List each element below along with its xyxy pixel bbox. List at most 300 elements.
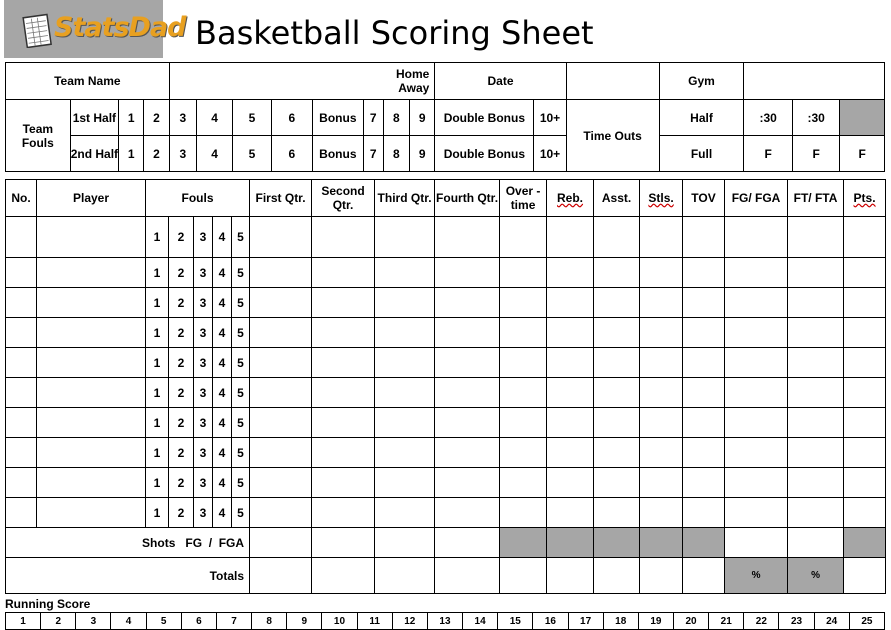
ft-fta-field[interactable] <box>788 468 844 498</box>
first-qtr-field[interactable] <box>250 318 312 348</box>
player-foul-box[interactable]: 3 <box>194 468 213 498</box>
shots-fourth-qtr[interactable] <box>435 528 500 558</box>
player-foul-box[interactable]: 5 <box>232 318 250 348</box>
col-first-qtr: First Qtr. <box>250 180 312 217</box>
second-qtr-field[interactable] <box>312 498 375 528</box>
fg-fga-field[interactable] <box>725 498 788 528</box>
running-score-box[interactable]: 23 <box>779 613 814 630</box>
player-number-field[interactable] <box>6 217 37 258</box>
stls-field[interactable] <box>640 378 683 408</box>
player-name-field[interactable] <box>37 258 146 288</box>
player-foul-box[interactable]: 5 <box>232 348 250 378</box>
running-score-box[interactable]: 11 <box>357 613 392 630</box>
tov-field[interactable] <box>683 288 725 318</box>
col-asst: Asst. <box>594 180 640 217</box>
running-score-box[interactable]: 9 <box>287 613 322 630</box>
team-foul-box[interactable]: 9 <box>410 100 435 136</box>
player-foul-box[interactable]: 3 <box>194 217 213 258</box>
total-fourth-qtr[interactable] <box>435 558 500 594</box>
running-score-box[interactable]: 5 <box>146 613 181 630</box>
team-foul-box[interactable]: 7 <box>363 100 383 136</box>
third-qtr-field[interactable] <box>375 468 435 498</box>
player-foul-box[interactable]: 4 <box>213 318 232 348</box>
player-number-field[interactable] <box>6 378 37 408</box>
player-foul-box[interactable]: 1 <box>146 438 169 468</box>
timeout-full-box[interactable]: F <box>744 136 792 172</box>
double-bonus-label: Double Bonus <box>435 100 534 136</box>
player-foul-box[interactable]: 2 <box>169 258 194 288</box>
running-score-box[interactable]: 7 <box>216 613 251 630</box>
running-score-box[interactable]: 6 <box>181 613 216 630</box>
stls-field[interactable] <box>640 318 683 348</box>
team-foul-box[interactable]: 7 <box>363 136 383 172</box>
tov-field[interactable] <box>683 348 725 378</box>
ft-fta-field[interactable] <box>788 318 844 348</box>
fourth-qtr-field[interactable] <box>435 258 500 288</box>
time-outs-label: Time Outs <box>566 100 659 172</box>
reb-field[interactable] <box>547 348 594 378</box>
total-stls[interactable] <box>640 558 683 594</box>
shaded-cell <box>683 528 725 558</box>
shaded-cell <box>500 528 547 558</box>
third-qtr-field[interactable] <box>375 217 435 258</box>
running-score-box[interactable]: 24 <box>814 613 849 630</box>
shots-ft-fta[interactable] <box>788 528 844 558</box>
reb-field[interactable] <box>547 217 594 258</box>
ft-fta-field[interactable] <box>788 408 844 438</box>
player-foul-box[interactable]: 5 <box>232 438 250 468</box>
shaded-cell <box>640 528 683 558</box>
team-foul-box[interactable]: 8 <box>383 136 409 172</box>
pts-field[interactable] <box>844 408 886 438</box>
ft-fta-field[interactable] <box>788 378 844 408</box>
first-qtr-field[interactable] <box>250 408 312 438</box>
player-number-field[interactable] <box>6 438 37 468</box>
statsdad-logo <box>4 0 186 58</box>
player-foul-box[interactable]: 3 <box>194 378 213 408</box>
tov-field[interactable] <box>683 408 725 438</box>
team-foul-box[interactable]: 1 <box>119 100 144 136</box>
col-ft-fta: FT/ FTA <box>788 180 844 217</box>
player-number-field[interactable] <box>6 468 37 498</box>
third-qtr-field[interactable] <box>375 288 435 318</box>
total-tov[interactable] <box>683 558 725 594</box>
overtime-field[interactable] <box>500 408 547 438</box>
player-foul-box[interactable]: 3 <box>194 288 213 318</box>
player-row <box>6 498 886 528</box>
team-foul-box[interactable]: 9 <box>410 136 435 172</box>
reb-field[interactable] <box>547 378 594 408</box>
player-foul-box[interactable]: 2 <box>169 498 194 528</box>
player-foul-box[interactable]: 4 <box>213 348 232 378</box>
pts-field[interactable] <box>844 498 886 528</box>
player-row <box>6 378 886 408</box>
team-foul-box[interactable]: 4 <box>196 136 232 172</box>
total-first-qtr[interactable] <box>250 558 312 594</box>
totals-label: Totals <box>6 558 250 594</box>
ten-plus-box[interactable]: 10+ <box>534 100 566 136</box>
pts-field[interactable] <box>844 348 886 378</box>
running-score-box[interactable]: 17 <box>568 613 603 630</box>
player-foul-box[interactable]: 4 <box>213 378 232 408</box>
player-name-field[interactable] <box>37 498 146 528</box>
third-qtr-field[interactable] <box>375 318 435 348</box>
player-row <box>6 258 886 288</box>
asst-field[interactable] <box>594 318 640 348</box>
player-name-field[interactable] <box>37 438 146 468</box>
ft-fta-field[interactable] <box>788 258 844 288</box>
player-foul-box[interactable]: 4 <box>213 468 232 498</box>
running-score-box[interactable]: 22 <box>744 613 779 630</box>
running-score-box[interactable]: 1 <box>6 613 41 630</box>
third-qtr-field[interactable] <box>375 378 435 408</box>
player-foul-box[interactable]: 2 <box>169 318 194 348</box>
third-qtr-field[interactable] <box>375 498 435 528</box>
first-qtr-field[interactable] <box>250 217 312 258</box>
stls-field[interactable] <box>640 348 683 378</box>
stls-label: Stls. <box>648 191 674 205</box>
player-number-field[interactable] <box>6 408 37 438</box>
team-foul-box[interactable]: 3 <box>169 100 196 136</box>
fourth-qtr-field[interactable] <box>435 408 500 438</box>
player-foul-box[interactable]: 2 <box>169 348 194 378</box>
player-row <box>6 318 886 348</box>
player-foul-box[interactable]: 1 <box>146 348 169 378</box>
reb-field[interactable] <box>547 468 594 498</box>
date-label: Date <box>435 63 566 100</box>
team-foul-box[interactable]: 6 <box>271 136 312 172</box>
shots-third-qtr[interactable] <box>375 528 435 558</box>
player-name-field[interactable] <box>37 348 146 378</box>
team-name-field[interactable] <box>169 63 435 100</box>
pts-field[interactable] <box>844 288 886 318</box>
ft-fta-field[interactable] <box>788 498 844 528</box>
ten-plus-box[interactable]: 10+ <box>534 136 566 172</box>
running-score-box[interactable]: 18 <box>603 613 638 630</box>
first-qtr-field[interactable] <box>250 378 312 408</box>
overtime-field[interactable] <box>500 468 547 498</box>
running-score-box[interactable]: 8 <box>252 613 287 630</box>
stls-field[interactable] <box>640 258 683 288</box>
player-foul-box[interactable]: 2 <box>169 438 194 468</box>
player-number-field[interactable] <box>6 498 37 528</box>
pts-field[interactable] <box>844 438 886 468</box>
fg-fga-field[interactable] <box>725 217 788 258</box>
fg-fga-field[interactable] <box>725 348 788 378</box>
fourth-qtr-field[interactable] <box>435 438 500 468</box>
player-foul-box[interactable]: 5 <box>232 408 250 438</box>
third-qtr-field[interactable] <box>375 258 435 288</box>
overtime-field[interactable] <box>500 288 547 318</box>
fourth-qtr-field[interactable] <box>435 498 500 528</box>
asst-field[interactable] <box>594 408 640 438</box>
asst-field[interactable] <box>594 288 640 318</box>
tov-field[interactable] <box>683 378 725 408</box>
reb-label: Reb. <box>557 191 584 205</box>
timeout-full-box[interactable]: F <box>792 136 839 172</box>
fg-fga-field[interactable] <box>725 378 788 408</box>
fourth-qtr-field[interactable] <box>435 348 500 378</box>
player-foul-box[interactable]: 4 <box>213 258 232 288</box>
tov-field[interactable] <box>683 468 725 498</box>
pts-field[interactable] <box>844 378 886 408</box>
stls-field[interactable] <box>640 288 683 318</box>
timeout-30-box[interactable]: :30 <box>792 100 839 136</box>
player-foul-box[interactable]: 1 <box>146 288 169 318</box>
player-foul-box[interactable]: 2 <box>169 468 194 498</box>
reb-field[interactable] <box>547 318 594 348</box>
first-qtr-field[interactable] <box>250 258 312 288</box>
fg-fga-field[interactable] <box>725 408 788 438</box>
running-score-box[interactable]: 3 <box>76 613 111 630</box>
overtime-field[interactable] <box>500 378 547 408</box>
running-score-box[interactable]: 19 <box>638 613 673 630</box>
fg-fga-field[interactable] <box>725 288 788 318</box>
stls-field[interactable] <box>640 468 683 498</box>
player-foul-box[interactable]: 2 <box>169 378 194 408</box>
tov-field[interactable] <box>683 498 725 528</box>
running-score-box[interactable]: 10 <box>322 613 357 630</box>
fg-fga-field[interactable] <box>725 258 788 288</box>
player-number-field[interactable] <box>6 288 37 318</box>
player-foul-box[interactable]: 4 <box>213 408 232 438</box>
asst-field[interactable] <box>594 217 640 258</box>
team-foul-box[interactable]: 5 <box>233 136 271 172</box>
fg-fga-field[interactable] <box>725 438 788 468</box>
ft-fta-field[interactable] <box>788 348 844 378</box>
third-qtr-field[interactable] <box>375 408 435 438</box>
second-qtr-field[interactable] <box>312 318 375 348</box>
ft-fta-field[interactable] <box>788 438 844 468</box>
total-overtime[interactable] <box>500 558 547 594</box>
date-field[interactable] <box>566 63 659 100</box>
reb-field[interactable] <box>547 438 594 468</box>
first-qtr-field[interactable] <box>250 348 312 378</box>
first-qtr-field[interactable] <box>250 468 312 498</box>
running-score-box[interactable]: 13 <box>427 613 462 630</box>
timeout-full-box[interactable]: F <box>840 136 885 172</box>
timeout-30-box[interactable]: :30 <box>744 100 792 136</box>
second-qtr-field[interactable] <box>312 217 375 258</box>
player-name-field[interactable] <box>37 318 146 348</box>
col-second-qtr: Second Qtr. <box>312 180 375 217</box>
pts-field[interactable] <box>844 318 886 348</box>
running-score-box[interactable]: 15 <box>498 613 533 630</box>
shots-first-qtr[interactable] <box>250 528 312 558</box>
player-foul-box[interactable]: 1 <box>146 217 169 258</box>
player-foul-box[interactable]: 4 <box>213 438 232 468</box>
team-foul-box[interactable]: 2 <box>144 100 169 136</box>
overtime-field[interactable] <box>500 217 547 258</box>
player-foul-box[interactable]: 4 <box>213 217 232 258</box>
player-foul-box[interactable]: 1 <box>146 378 169 408</box>
second-qtr-field[interactable] <box>312 258 375 288</box>
running-score-box[interactable]: 25 <box>849 613 884 630</box>
stls-field[interactable] <box>640 408 683 438</box>
tov-field[interactable] <box>683 438 725 468</box>
player-foul-box[interactable]: 2 <box>169 217 194 258</box>
second-qtr-field[interactable] <box>312 378 375 408</box>
pts-field[interactable] <box>844 468 886 498</box>
team-fouls-label: Team Fouls <box>6 100 71 172</box>
tov-field[interactable] <box>683 217 725 258</box>
player-foul-box[interactable]: 2 <box>169 408 194 438</box>
player-name-field[interactable] <box>37 217 146 258</box>
player-name-field[interactable] <box>37 378 146 408</box>
third-qtr-field[interactable] <box>375 438 435 468</box>
player-foul-box[interactable]: 5 <box>232 217 250 258</box>
player-foul-box[interactable]: 3 <box>194 348 213 378</box>
total-asst[interactable] <box>594 558 640 594</box>
overtime-field[interactable] <box>500 438 547 468</box>
team-info-table <box>5 62 885 172</box>
reb-field[interactable] <box>547 498 594 528</box>
player-foul-box[interactable]: 1 <box>146 498 169 528</box>
second-qtr-field[interactable] <box>312 468 375 498</box>
player-name-field[interactable] <box>37 408 146 438</box>
player-foul-box[interactable]: 3 <box>194 408 213 438</box>
running-score-box[interactable]: 4 <box>111 613 146 630</box>
bonus-label: Bonus <box>313 136 364 172</box>
player-foul-box[interactable]: 5 <box>232 288 250 318</box>
team-foul-box[interactable]: 8 <box>383 100 409 136</box>
col-fouls: Fouls <box>146 180 250 217</box>
team-foul-box[interactable]: 6 <box>271 100 312 136</box>
player-foul-box[interactable]: 1 <box>146 258 169 288</box>
team-foul-box[interactable]: 2 <box>144 136 169 172</box>
total-second-qtr[interactable] <box>312 558 375 594</box>
asst-field[interactable] <box>594 348 640 378</box>
running-score-box[interactable]: 12 <box>392 613 427 630</box>
overtime-field[interactable] <box>500 258 547 288</box>
second-qtr-field[interactable] <box>312 438 375 468</box>
running-score-label: Running Score <box>5 597 91 611</box>
total-pts[interactable] <box>844 558 886 594</box>
col-no: No. <box>6 180 37 217</box>
player-row <box>6 288 886 318</box>
shaded-cell <box>594 528 640 558</box>
ft-fta-field[interactable] <box>788 217 844 258</box>
reb-field[interactable] <box>547 408 594 438</box>
total-reb[interactable] <box>547 558 594 594</box>
asst-field[interactable] <box>594 498 640 528</box>
player-foul-box[interactable]: 4 <box>213 498 232 528</box>
running-score-box[interactable]: 14 <box>463 613 498 630</box>
col-pts <box>844 180 886 217</box>
fourth-qtr-field[interactable] <box>435 468 500 498</box>
team-foul-box[interactable]: 4 <box>196 100 232 136</box>
second-qtr-field[interactable] <box>312 288 375 318</box>
player-foul-box[interactable]: 1 <box>146 408 169 438</box>
scoresheet-pad-icon <box>22 12 52 48</box>
tov-field[interactable] <box>683 258 725 288</box>
fg-percent-cell[interactable]: % <box>725 558 788 594</box>
shots-row <box>6 528 886 558</box>
player-foul-box[interactable]: 5 <box>232 468 250 498</box>
col-stls <box>640 180 683 217</box>
player-number-field[interactable] <box>6 258 37 288</box>
player-foul-box[interactable]: 4 <box>213 288 232 318</box>
pts-field[interactable] <box>844 217 886 258</box>
fourth-qtr-field[interactable] <box>435 378 500 408</box>
player-foul-box[interactable]: 3 <box>194 258 213 288</box>
gym-label: Gym <box>659 63 744 100</box>
first-qtr-field[interactable] <box>250 288 312 318</box>
player-number-field[interactable] <box>6 348 37 378</box>
reb-field[interactable] <box>547 288 594 318</box>
first-qtr-field[interactable] <box>250 438 312 468</box>
asst-field[interactable] <box>594 378 640 408</box>
third-qtr-field[interactable] <box>375 348 435 378</box>
col-player: Player <box>37 180 146 217</box>
stls-field[interactable] <box>640 498 683 528</box>
fourth-qtr-field[interactable] <box>435 318 500 348</box>
shots-second-qtr[interactable] <box>312 528 375 558</box>
col-fg-fga: FG/ FGA <box>725 180 788 217</box>
stls-field[interactable] <box>640 438 683 468</box>
player-foul-box[interactable]: 5 <box>232 258 250 288</box>
player-number-field[interactable] <box>6 318 37 348</box>
player-name-field[interactable] <box>37 288 146 318</box>
tov-field[interactable] <box>683 318 725 348</box>
overtime-field[interactable] <box>500 498 547 528</box>
player-foul-box[interactable]: 5 <box>232 378 250 408</box>
running-score-box[interactable]: 16 <box>533 613 568 630</box>
ft-fta-field[interactable] <box>788 288 844 318</box>
reb-field[interactable] <box>547 258 594 288</box>
first-half-label: 1st Half <box>70 100 118 136</box>
player-foul-box[interactable]: 1 <box>146 468 169 498</box>
overtime-field[interactable] <box>500 348 547 378</box>
asst-field[interactable] <box>594 438 640 468</box>
total-third-qtr[interactable] <box>375 558 435 594</box>
running-score-box[interactable]: 20 <box>673 613 708 630</box>
first-qtr-field[interactable] <box>250 498 312 528</box>
fourth-qtr-field[interactable] <box>435 288 500 318</box>
player-foul-box[interactable]: 5 <box>232 498 250 528</box>
fourth-qtr-field[interactable] <box>435 217 500 258</box>
player-row <box>6 438 886 468</box>
player-name-field[interactable] <box>37 468 146 498</box>
shaded-cell <box>844 528 886 558</box>
second-qtr-field[interactable] <box>312 348 375 378</box>
ft-percent-cell[interactable]: % <box>788 558 844 594</box>
team-foul-box[interactable]: 5 <box>233 100 271 136</box>
shaded-cell <box>840 100 885 136</box>
asst-field[interactable] <box>594 258 640 288</box>
fg-fga-field[interactable] <box>725 468 788 498</box>
gym-field[interactable] <box>744 63 885 100</box>
pts-field[interactable] <box>844 258 886 288</box>
running-score-box[interactable]: 2 <box>41 613 76 630</box>
player-foul-box[interactable]: 3 <box>194 438 213 468</box>
shots-fg-fga[interactable] <box>725 528 788 558</box>
fg-fga-field[interactable] <box>725 318 788 348</box>
bonus-label: Bonus <box>313 100 364 136</box>
overtime-field[interactable] <box>500 318 547 348</box>
team-foul-box[interactable]: 3 <box>169 136 196 172</box>
player-foul-box[interactable]: 2 <box>169 288 194 318</box>
second-qtr-field[interactable] <box>312 408 375 438</box>
stls-field[interactable] <box>640 217 683 258</box>
running-score-box[interactable]: 21 <box>709 613 744 630</box>
player-foul-box[interactable]: 1 <box>146 318 169 348</box>
asst-field[interactable] <box>594 468 640 498</box>
player-foul-box[interactable]: 3 <box>194 318 213 348</box>
team-foul-box[interactable]: 1 <box>119 136 144 172</box>
half-timeout-label: Half <box>659 100 744 136</box>
player-foul-box[interactable]: 3 <box>194 498 213 528</box>
